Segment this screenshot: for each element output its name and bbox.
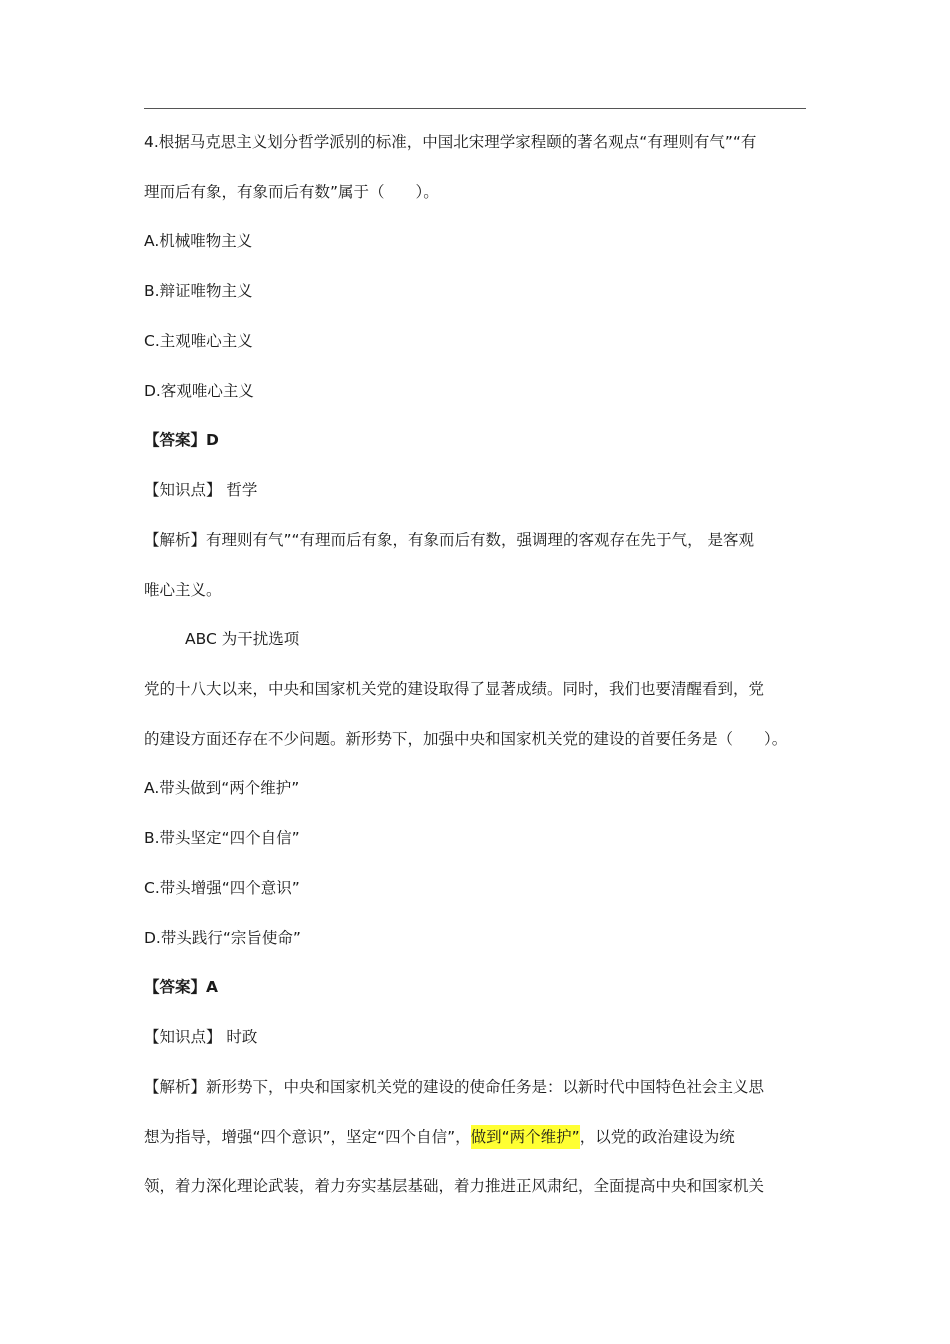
q2-analysis-line1: 【解析】新形势下，中央和国家机关党的建设的使命任务是：以新时代中国特色社会主义思 <box>144 1078 765 1096</box>
q2-option-d: D.带头践行“宗旨使命” <box>144 929 301 947</box>
q1-stem-line1: 4.根据马克思主义划分哲学派别的标准，中国北宋理学家程颐的著名观点“有理则有气”“有 <box>144 133 757 151</box>
q1-stem-line2: 理而后有象，有象而后有数”属于（ ）。 <box>144 183 439 201</box>
q1-option-c: C.主观唯心主义 <box>144 332 253 350</box>
q2-analysis-line2-pre: 想为指导，增强“四个意识”，坚定“四个自信”， <box>144 1128 471 1146</box>
q2-knowledge-point: 【知识点】 时政 <box>144 1028 258 1046</box>
q1-option-d: D.客观唯心主义 <box>144 382 254 400</box>
header-rule <box>144 108 806 109</box>
q2-analysis-line2 <box>144 1126 808 1148</box>
highlighted-phrase: 做到“两个维护” <box>471 1125 580 1149</box>
q1-knowledge-point: 【知识点】 哲学 <box>144 481 258 499</box>
q2-option-c: C.带头增强“四个意识” <box>144 879 300 897</box>
q1-answer: 【答案】D <box>144 431 219 449</box>
q1-distractor-note: ABC 为干扰选项 <box>185 630 300 648</box>
q2-analysis-line3: 领，着力深化理论武装，着力夯实基层基础，着力推进正风肃纪，全面提高中央和国家机关 <box>144 1177 765 1195</box>
q1-analysis-line2: 唯心主义。 <box>144 581 222 599</box>
q2-analysis-line2-post: ，以党的政治建设为统 <box>579 1128 735 1146</box>
q1-option-a: A.机械唯物主义 <box>144 232 253 250</box>
q2-stem-line2: 的建设方面还存在不少问题。新形势下，加强中央和国家机关党的建设的首要任务是（ ）。 <box>144 730 788 748</box>
q2-stem-line1: 党的十八大以来，中央和国家机关党的建设取得了显著成绩。同时，我们也要清醒看到，党 <box>144 680 765 698</box>
q1-analysis-line1: 【解析】有理则有气”“有理而后有象，有象而后有数，强调理的客观存在先于气， 是客观 <box>144 531 754 549</box>
q2-answer: 【答案】A <box>144 978 218 996</box>
q1-option-b: B.辩证唯物主义 <box>144 282 253 300</box>
q2-option-a: A.带头做到“两个维护” <box>144 779 300 797</box>
q2-option-b: B.带头坚定“四个自信” <box>144 829 300 847</box>
